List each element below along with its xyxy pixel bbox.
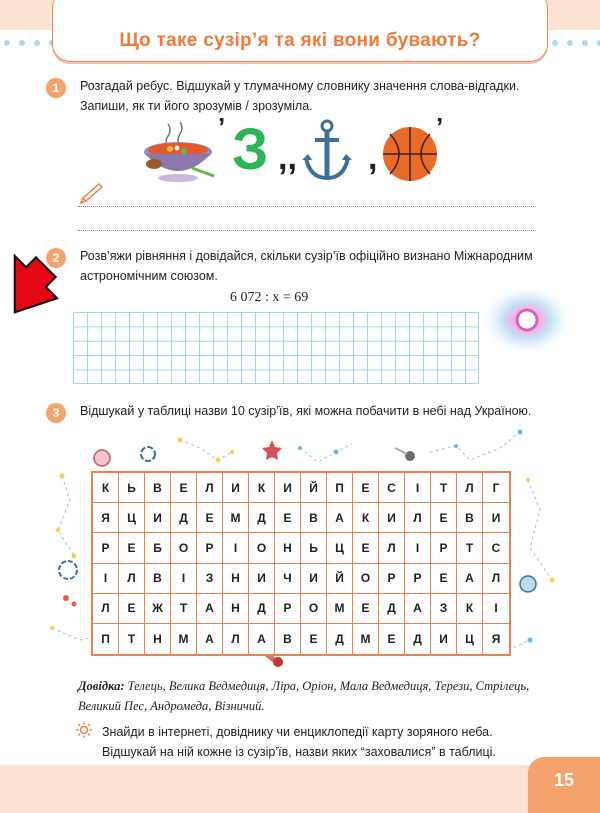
word-search-cell[interactable]: Н — [223, 564, 249, 594]
word-search-cell[interactable]: Ч — [275, 564, 301, 594]
task-3-text: Відшукай у таблиці назви 10 сузір’їв, які можна побачити в небі над Україною. — [80, 404, 532, 418]
word-search-cell[interactable]: Е — [431, 503, 457, 533]
rebus-commas: ,, — [278, 139, 297, 177]
word-search-cell[interactable]: І — [223, 533, 249, 563]
word-search-cell[interactable]: О — [353, 564, 379, 594]
word-search-cell[interactable]: Е — [379, 624, 405, 654]
task-2-number: 2 — [46, 248, 66, 268]
word-search-cell[interactable]: Я — [491, 632, 501, 647]
word-search-cell[interactable]: Е — [431, 564, 457, 594]
word-search-cell[interactable]: И — [249, 564, 275, 594]
word-search-cell[interactable]: Е — [353, 594, 379, 624]
word-search-cell[interactable]: К — [353, 503, 379, 533]
word-search-cell[interactable]: Л — [457, 473, 483, 503]
word-search-cell[interactable]: И — [379, 503, 405, 533]
word-search-cell[interactable]: Л — [93, 594, 119, 624]
word-search-cell[interactable]: Й — [301, 473, 327, 503]
word-search-cell[interactable]: В — [275, 624, 301, 654]
word-search-cell[interactable]: А — [197, 624, 223, 654]
word-search-cell[interactable]: Н — [223, 594, 249, 624]
word-search-cell[interactable]: Р — [197, 533, 223, 563]
word-search-cell[interactable]: Д — [327, 624, 353, 654]
word-search-cell[interactable]: М — [327, 594, 353, 624]
word-search-cell[interactable]: Р — [275, 594, 301, 624]
word-search-cell[interactable]: Е — [171, 473, 197, 503]
word-search-cell[interactable]: Р — [379, 564, 405, 594]
word-search-cell[interactable]: В — [301, 503, 327, 533]
word-search-cell[interactable]: О — [301, 594, 327, 624]
word-search-cell[interactable]: И — [483, 503, 509, 533]
word-search-cell[interactable]: С — [379, 473, 405, 503]
word-search-cell[interactable]: Ь — [119, 473, 145, 503]
word-search-cell[interactable]: Б — [145, 533, 171, 563]
word-search-cell[interactable]: О — [249, 533, 275, 563]
word-search-cell[interactable]: И — [431, 624, 457, 654]
word-search-cell[interactable]: К — [457, 594, 483, 624]
word-search-cell[interactable]: Ь — [301, 533, 327, 563]
word-search-cell[interactable]: В — [457, 503, 483, 533]
task-1-number: 1 — [46, 78, 66, 98]
word-search-cell[interactable]: Г — [483, 473, 509, 503]
word-search-cell[interactable]: Т — [171, 594, 197, 624]
rebus-letter: З — [232, 117, 269, 182]
word-search-cell[interactable]: М — [171, 624, 197, 654]
word-search-cell[interactable]: Л — [483, 564, 509, 594]
word-search-cell[interactable]: И — [301, 564, 327, 594]
word-search-cell[interactable]: Е — [353, 533, 379, 563]
hint-text: Телець, Велика Ведмедиця, Ліра, Оріон, Мала Ведмедиця, Терези, Стрілець, Великий Пес, Андромеда, Візничий. — [78, 679, 530, 713]
word-search-cell[interactable]: Ц — [327, 533, 353, 563]
word-search-cell[interactable]: Л — [197, 473, 223, 503]
word-search-cell[interactable]: И — [145, 503, 171, 533]
word-search-cell[interactable]: А — [249, 624, 275, 654]
word-search-cell[interactable]: В — [145, 473, 171, 503]
task-2-text: Розв’яжи рівняння і довідайся, скільки сузір’їв офіційно визнано Міжнародним астрономічним союзом. — [80, 249, 533, 283]
word-search-cell[interactable]: Н — [275, 533, 301, 563]
rebus-apostrophe-2: ’ — [436, 112, 444, 142]
word-search-cell[interactable]: Л — [405, 503, 431, 533]
word-search-cell[interactable]: Д — [405, 624, 431, 654]
equation: 6 072 : x = 69 — [230, 290, 309, 305]
word-search-cell[interactable]: Т — [431, 473, 457, 503]
word-search-cell[interactable]: М — [223, 503, 249, 533]
word-search-cell[interactable]: М — [353, 624, 379, 654]
word-search-cell[interactable]: З — [431, 594, 457, 624]
word-search-cell[interactable]: К — [93, 473, 119, 503]
word-search-cell[interactable]: Ц — [119, 503, 145, 533]
word-search-cell[interactable]: Е — [197, 503, 223, 533]
word-search-cell[interactable]: З — [197, 564, 223, 594]
word-search-cell[interactable]: Е — [119, 594, 145, 624]
word-search-cell[interactable]: П — [93, 624, 119, 654]
word-search-cell[interactable]: П — [327, 473, 353, 503]
word-search-cell[interactable]: А — [405, 594, 431, 624]
word-search-cell[interactable]: Е — [119, 533, 145, 563]
page-number: 15 — [553, 770, 575, 790]
rebus-apostrophe-1: ’ — [218, 112, 226, 142]
word-search-cell[interactable]: Т — [119, 624, 145, 654]
word-search-cell[interactable]: Н — [145, 624, 171, 654]
bottom-band — [0, 765, 600, 813]
word-search-cell[interactable]: І — [405, 473, 431, 503]
task-3-number: 3 — [46, 403, 66, 423]
extra-task-text: Знайди в інтернеті, довіднику чи енциклопедії карту зоряного неба. Відшукай на ній кожне із сузір’їв, назви яких “заховалися” в таблиці. — [102, 725, 496, 759]
word-search-cell[interactable]: Й — [327, 564, 353, 594]
word-search-cell[interactable]: Д — [171, 503, 197, 533]
word-search-cell[interactable]: В — [145, 564, 171, 594]
word-search-cell[interactable]: И — [223, 473, 249, 503]
word-search-cell[interactable]: Д — [379, 594, 405, 624]
word-search-cell[interactable]: Л — [223, 624, 249, 654]
word-search-cell[interactable]: Е — [353, 473, 379, 503]
word-search-cell[interactable]: А — [197, 594, 223, 624]
word-search-cell[interactable]: Р — [405, 564, 431, 594]
word-search-cell[interactable]: І — [171, 564, 197, 594]
word-search-cell[interactable]: Д — [249, 503, 275, 533]
hint-label: Довідка: — [78, 679, 125, 693]
word-search-cell[interactable]: Л — [379, 533, 405, 563]
page-title: Що таке сузір’я та які вони бувають? — [119, 30, 481, 51]
word-search-cell[interactable]: А — [457, 564, 483, 594]
task-1-text: Розгадай ребус. Відшукай у тлумачному словнику значення слова-відгадки. Запиши, як ти його зрозумів / зрозуміла. — [80, 79, 520, 113]
word-search-cell[interactable]: І — [93, 564, 119, 594]
rebus-comma: , — [368, 139, 378, 177]
word-search-cell[interactable]: Я — [93, 503, 119, 533]
word-search-cell[interactable]: Т — [457, 533, 483, 563]
word-search-cell[interactable]: Ц — [457, 624, 483, 654]
word-search-cell[interactable]: Р — [93, 533, 119, 563]
word-search-cell[interactable]: Д — [249, 594, 275, 624]
word-search-cell[interactable]: О — [171, 533, 197, 563]
word-search-cell[interactable]: И — [275, 473, 301, 503]
word-search-cell[interactable]: Е — [275, 503, 301, 533]
word-search-cell[interactable]: К — [249, 473, 275, 503]
word-search-cell[interactable]: Ж — [145, 594, 171, 624]
word-search-cell[interactable]: А — [327, 503, 353, 533]
word-search-cell[interactable]: Р — [431, 533, 457, 563]
word-search-cell[interactable]: Е — [301, 624, 327, 654]
word-search-cell[interactable]: С — [483, 533, 509, 563]
word-search-cell[interactable]: І — [483, 594, 509, 624]
word-search-cell[interactable]: І — [405, 533, 431, 563]
word-search-cell[interactable]: Л — [119, 564, 145, 594]
